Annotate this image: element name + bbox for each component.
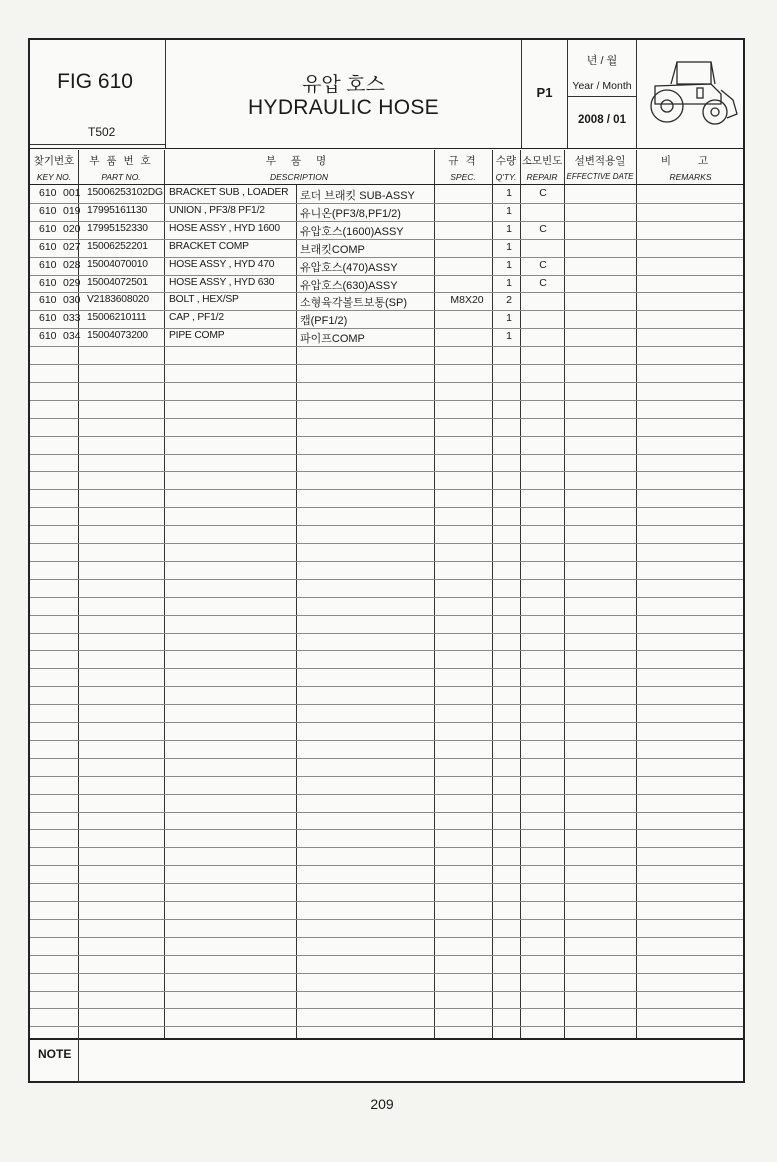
table-rule (30, 436, 743, 437)
table-rule (30, 829, 743, 830)
header-description: 부 품 명 DESCRIPTION (265, 155, 333, 182)
date-box (568, 40, 637, 148)
header-repair: 소모빈도 REPAIR (521, 155, 563, 182)
date-label-korean: 년 / 월 (586, 55, 618, 67)
header-spec: 규 격 SPEC. (448, 155, 478, 182)
table-rule (30, 883, 743, 884)
table-rule (30, 919, 743, 920)
table-rule (30, 865, 743, 866)
table-rule (30, 543, 743, 544)
table-row: 610 001 15006253102DG BRACKET SUB , LOADER 로더 브래킷 SUB-ASSY 1 C (39, 187, 547, 202)
page-code: P1 (536, 85, 553, 100)
table-rule (30, 686, 743, 687)
table-rule (30, 364, 743, 365)
divider (30, 148, 743, 149)
table-rule (30, 776, 743, 777)
illustration-box (637, 40, 745, 148)
table-row: 610 020 17995152330 HOSE ASSY , HYD 1600 유압호스(1600)ASSY 1 C (39, 222, 547, 238)
header-remarks: 비 고 REMARKS (660, 155, 721, 182)
tractor-icon (641, 54, 741, 130)
figure-box (30, 40, 166, 148)
divider (568, 96, 636, 97)
page-code-box (522, 40, 568, 148)
parts-sheet (28, 38, 745, 1083)
table-row: 610 019 17995161130 UNION , PF3/8 PF1/2 유니온(PF3/8,PF1/2) 1 (39, 204, 512, 220)
model-number: T502 (88, 125, 116, 139)
title-korean: 유압 호스 (302, 74, 385, 96)
note-box (30, 1038, 79, 1083)
divider (30, 144, 165, 145)
title-english: HYDRAULIC HOSE (248, 96, 439, 119)
table-rule (30, 525, 743, 526)
table-rule (30, 955, 743, 956)
header-part-no: 부 품 번 호 PART NO. (89, 155, 153, 182)
table-rule (30, 812, 743, 813)
table-row: 610 028 15004070010 HOSE ASSY , HYD 470 유압호스(470)ASSY 1 C (39, 258, 547, 274)
table-rule (30, 758, 743, 759)
table-row: 610 029 15004072501 HOSE ASSY , HYD 630 유압호스(630)ASSY 1 C (39, 276, 547, 292)
note-label: NOTE (38, 1047, 72, 1061)
header-key-no: 찾기번호 KEY NO. (33, 155, 75, 182)
table-rule (30, 847, 743, 848)
table-rule (30, 740, 743, 741)
table-rule (30, 937, 743, 938)
table-rule (30, 454, 743, 455)
table-rule (30, 561, 743, 562)
table-rule (30, 901, 743, 902)
table-rule (30, 346, 743, 347)
date-value: 2008 / 01 (578, 114, 626, 126)
table-rule (30, 633, 743, 634)
header-qty: 수량 Q'TY. (495, 155, 517, 182)
table-rule (30, 794, 743, 795)
table-rule (30, 597, 743, 598)
table-rule (30, 400, 743, 401)
title-box (166, 40, 522, 148)
table-rule (30, 1008, 743, 1009)
table-row: 610 034 15004073200 PIPE COMP 파이프COMP 1 (39, 330, 512, 346)
table-rule (30, 382, 743, 383)
date-label-english: Year / Month (572, 80, 632, 92)
table-rule (30, 579, 743, 580)
table-rule (30, 991, 743, 992)
table-row: 610 030 V2183608020 BOLT , HEX/SP 소형육각볼트보통(SP) M8X20 2 (39, 294, 512, 310)
figure-number: FIG 610 (57, 70, 133, 93)
table-rule (30, 668, 743, 669)
table-row: 610 027 15006252201 BRACKET COMP 브래킷COMP 1 (39, 240, 512, 256)
table-rule (30, 1026, 743, 1027)
table-rule (30, 418, 743, 419)
table-rule (30, 650, 743, 651)
table-rule (30, 507, 743, 508)
header-effective-date: 설변적용일 EFFECTIVE DATE (566, 155, 634, 181)
page-number: 209 (370, 1096, 394, 1112)
table-rule (30, 704, 743, 705)
table-rule (30, 722, 743, 723)
table-rule (30, 615, 743, 616)
table-rule (30, 471, 743, 472)
table-rule (30, 973, 743, 974)
divider (30, 1038, 743, 1040)
table-rule (30, 489, 743, 490)
table-row: 610 033 15006210111 CAP , PF1/2 캡(PF1/2) 1 (39, 312, 512, 328)
